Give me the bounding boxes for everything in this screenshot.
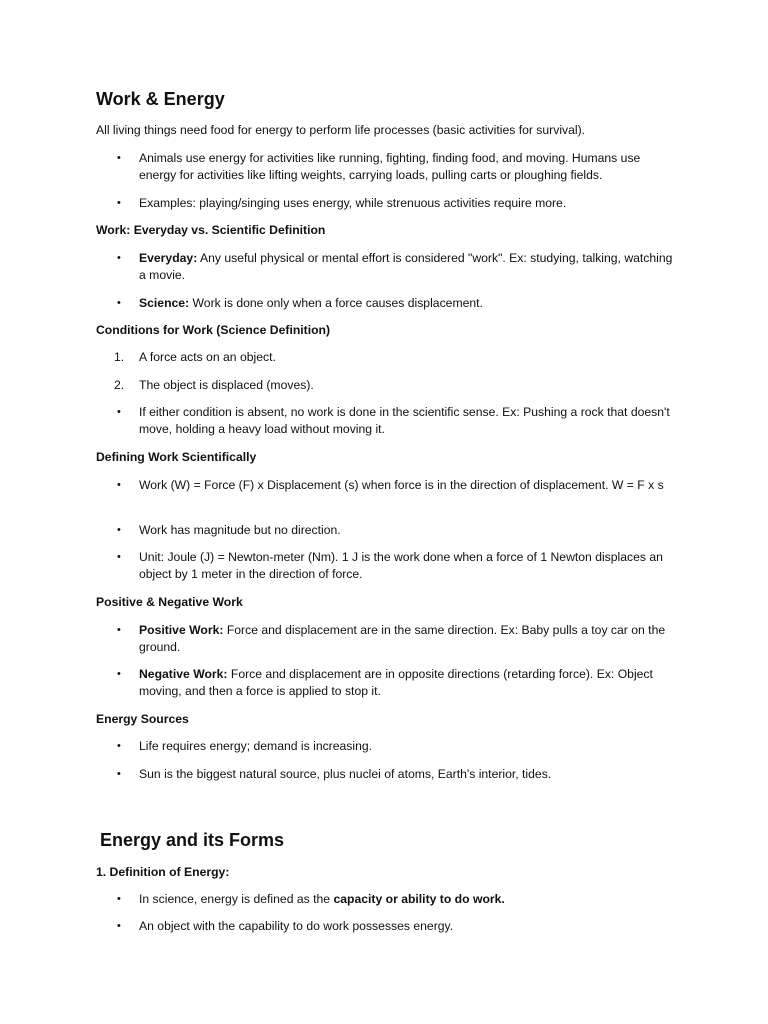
subheading-positive-negative: Positive & Negative Work <box>96 595 243 609</box>
subheading-definition-of-energy: 1. Definition of Energy: <box>96 865 230 879</box>
list-item-text: If either condition is absent, no work is done in the scientific sense. Ex: Pushing a rock that doesn't move, holding a heavy load without moving it. <box>139 405 670 436</box>
list-item-text: Sun is the biggest natural source, plus nuclei of atoms, Earth's interior, tides. <box>139 767 552 781</box>
term-text: Work is done only when a force causes displacement. <box>189 296 483 310</box>
term-label: Everyday: <box>139 251 198 265</box>
bullet-icon: • <box>117 252 121 264</box>
bullet-icon: • <box>117 524 121 536</box>
subheading-defining-work: Defining Work Scientifically <box>96 450 257 464</box>
bullet-icon: • <box>117 740 121 752</box>
term-text: Force and displacement are in opposite directions (retarding force). Ex: Object moving, and then a force is applied to stop it. <box>139 667 653 698</box>
subheading-energy-sources: Energy Sources <box>96 712 189 726</box>
term-label: Positive Work: <box>139 623 224 637</box>
list-item-text: Life requires energy; demand is increasing. <box>139 739 373 753</box>
term-label: Science: <box>139 296 190 310</box>
term-label: Negative Work: <box>139 667 228 681</box>
list-item-text <box>139 666 676 700</box>
bullet-icon: • <box>117 920 121 932</box>
list-item-text: Examples: playing/singing uses energy, while strenuous activities require more. <box>139 196 567 210</box>
list-item-text: An object with the capability to do work possesses energy. <box>139 919 454 933</box>
bullet-icon: • <box>117 624 121 636</box>
list-item-text <box>139 622 676 656</box>
bullet-icon: • <box>117 297 121 309</box>
bullet-icon: • <box>117 197 121 209</box>
list-item-text: The object is displaced (moves). <box>139 378 314 392</box>
section-title-energy-forms: Energy and its Forms <box>100 830 285 850</box>
bullet-icon: • <box>117 893 121 905</box>
list-item-text: Work (W) = Force (F) x Displacement (s) when force is in the direction of displacement. W = F x s <box>139 478 664 492</box>
list-item-text: A force acts on an object. <box>139 350 276 364</box>
item-number: 1. <box>114 350 125 364</box>
bullet-icon: • <box>117 768 121 780</box>
bullet-icon: • <box>117 406 121 418</box>
item-number: 2. <box>114 378 125 392</box>
subheading-work-definition: Work: Everyday vs. Scientific Definition <box>96 223 326 237</box>
bullet-icon: • <box>117 668 121 680</box>
section-title-work-energy: Work & Energy <box>96 89 225 109</box>
subheading-conditions: Conditions for Work (Science Definition) <box>96 323 331 337</box>
intro-paragraph: All living things need food for energy to perform life processes (basic activities for survival). <box>96 123 586 137</box>
term-text: Force and displacement are in the same direction. Ex: Baby pulls a toy car on the ground. <box>139 623 666 654</box>
bullet-icon: • <box>117 551 121 563</box>
list-item-text: Work has magnitude but no direction. <box>139 523 341 537</box>
definition-text: In science, energy is defined as the <box>139 892 334 906</box>
list-item-text: Unit: Joule (J) = Newton-meter (Nm). 1 J is the work done when a force of 1 Newton displaces an object by 1 meter in the direction of force. <box>139 550 663 581</box>
list-item-text <box>139 295 676 312</box>
bullet-icon: • <box>117 152 121 164</box>
definition-emphasis: capacity or ability to do work. <box>333 892 505 906</box>
list-item-text <box>139 891 676 908</box>
term-text: Any useful physical or mental effort is considered "work". Ex: studying, talking, watching a movie. <box>139 251 673 282</box>
list-item-text <box>139 250 676 284</box>
list-item-text: Animals use energy for activities like running, fighting, finding food, and moving. Humans use energy for activities like lifting weights, carrying loads, pulling carts or ploughing fields. <box>139 151 641 182</box>
bullet-icon: • <box>117 479 121 491</box>
